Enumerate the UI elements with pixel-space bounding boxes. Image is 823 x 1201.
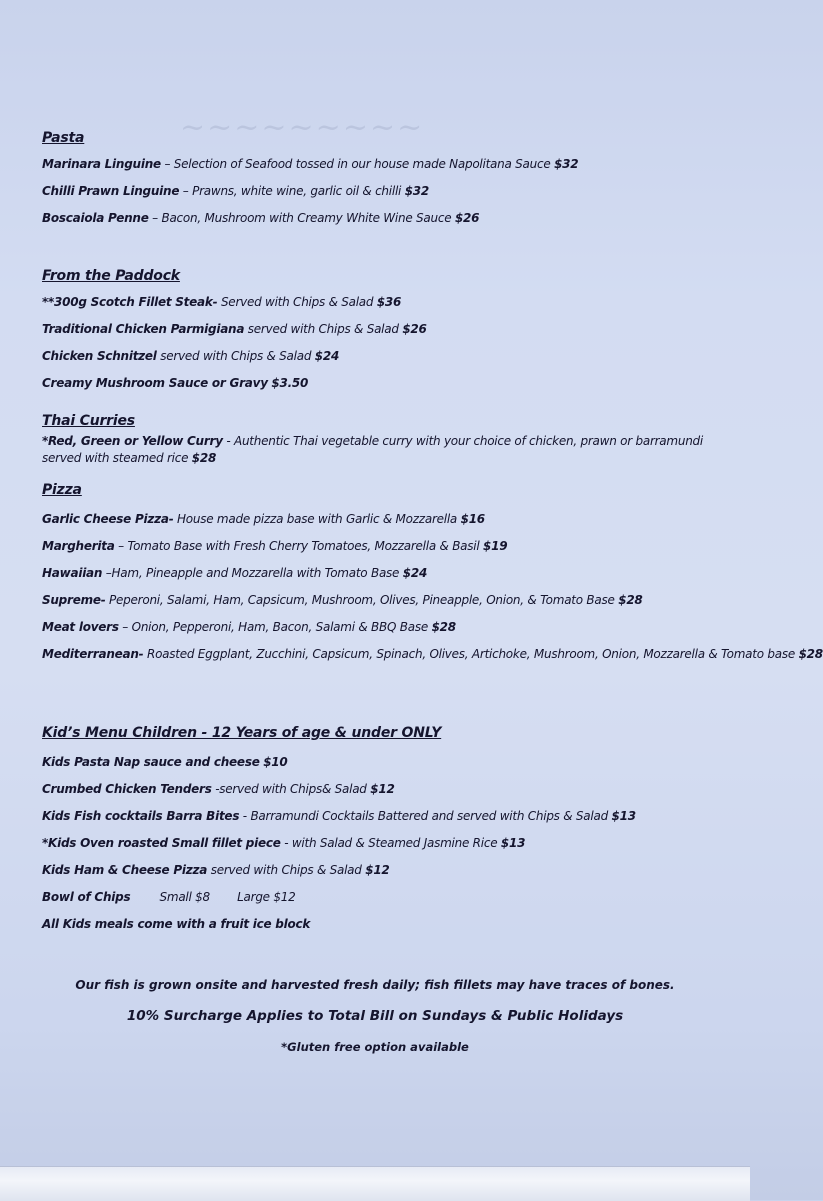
menu-item-description: -served with Chips& Salad	[215, 782, 371, 796]
menu-item-description: House made pizza base with Garlic & Mozzarella	[177, 512, 461, 526]
menu-item-name: Chilli Prawn Linguine	[42, 184, 180, 198]
menu-item-description: Bacon, Mushroom with Creamy White Wine Sauce	[161, 211, 455, 225]
menu-item-name: Marinara Linguine	[42, 157, 161, 171]
menu-item	[42, 861, 722, 879]
menu-item-separator: –	[148, 211, 162, 225]
section-pasta	[42, 130, 722, 236]
menu-item-separator: -	[239, 809, 251, 823]
menu-item-separator: -	[280, 836, 292, 850]
menu-item-name: **300g Scotch Fillet Steak-	[42, 295, 218, 309]
menu-item-separator: –	[114, 539, 128, 553]
section-heading-paddock: From the Paddock	[42, 268, 180, 284]
menu-item-separator: -	[222, 434, 234, 448]
menu-item-name: Mediterranean-	[42, 647, 144, 661]
menu-item	[42, 807, 722, 825]
section-paddock	[42, 268, 722, 401]
bleed-through-texture: ~~~~~~~~~	[180, 110, 425, 145]
section-heading-kids: Kid’s Menu Children - 12 Years of age & under ONLY	[42, 725, 442, 741]
menu-item-name: Creamy Mushroom Sauce or Gravy	[42, 376, 268, 390]
menu-list-pasta	[42, 155, 722, 227]
menu-item-description: Tomato Base with Fresh Cherry Tomatoes, Mozzarella & Basil	[127, 539, 484, 553]
menu-item-price: $32	[404, 184, 430, 198]
menu-item-price: $28	[798, 647, 823, 661]
menu-item-separator: –	[179, 184, 193, 198]
menu-item-description: Ham, Pineapple and Mozzarella with Tomato Base	[111, 566, 403, 580]
menu-item	[42, 753, 722, 771]
menu-item-price: $24	[402, 566, 428, 580]
menu-item-price: $19	[483, 539, 508, 553]
menu-list-pizza	[42, 510, 823, 663]
fish-note: Our fish is grown onsite and harvested fresh daily; fish fillets may have traces of bones.	[75, 978, 675, 992]
menu-item-description: with Salad & Steamed Jasmine Rice	[291, 836, 501, 850]
menu-item-price: $36	[376, 295, 402, 309]
chips-large: Large $12	[237, 890, 296, 904]
menu-item-separator: –	[102, 566, 112, 580]
menu-item-description: Onion, Pepperoni, Ham, Bacon, Salami & BBQ Base	[131, 620, 432, 634]
menu-item-price: $32	[554, 157, 579, 171]
menu-item-price: $28	[191, 451, 217, 465]
menu-item	[42, 780, 722, 798]
menu-item-name: Supreme-	[42, 593, 106, 607]
menu-item-name: Boscaiola Penne	[42, 211, 149, 225]
chips-name: Bowl of Chips	[42, 890, 131, 904]
menu-item	[42, 510, 722, 528]
kids-note: All Kids meals come with a fruit ice block	[42, 917, 311, 931]
menu-item-price: $12	[370, 782, 395, 796]
menu-item-price: $16	[460, 512, 485, 526]
section-heading-thai: Thai Curries	[42, 413, 135, 429]
menu-item-name: Chicken Schnitzel	[42, 349, 157, 363]
menu-item	[42, 591, 722, 609]
menu-item	[42, 209, 722, 227]
menu-item	[42, 182, 722, 200]
menu-item-name: Kids Ham & Cheese Pizza	[42, 863, 208, 877]
menu-item-name: Meat lovers	[42, 620, 119, 634]
menu-list-paddock	[42, 293, 722, 392]
menu-item	[42, 347, 722, 365]
menu-item-price: $10	[263, 755, 288, 769]
menu-item-price: $26	[454, 211, 480, 225]
menu-item	[42, 433, 722, 467]
gluten-note: *Gluten free option available	[281, 1040, 469, 1054]
menu-item-price: $13	[611, 809, 636, 823]
menu-item-description: Prawns, white wine, garlic oil & chilli	[192, 184, 405, 198]
menu-item-price: $26	[402, 322, 427, 336]
menu-list-thai	[42, 433, 722, 467]
menu-item	[42, 834, 722, 852]
menu-item	[42, 645, 823, 663]
menu-item-price: $24	[314, 349, 340, 363]
menu-list-kids	[42, 753, 722, 879]
section-kids-menu	[42, 725, 722, 942]
menu-item-name: *Kids Oven roasted Small fillet piece	[42, 836, 281, 850]
menu-item	[42, 564, 722, 582]
menu-item-description: Served with Chips & Salad	[220, 295, 377, 309]
menu-item	[42, 537, 722, 555]
menu-item-price: $3.50	[271, 376, 309, 390]
menu-item-description: Roasted Eggplant, Zucchini, Capsicum, Spinach, Olives, Artichoke, Mushroom, Onion, Mozzarella & Tomato base	[146, 647, 799, 661]
menu-item	[42, 618, 722, 636]
menu-item-description: served with Chips & Salad	[160, 349, 315, 363]
menu-item-name: Kids Fish cocktails Barra Bites	[42, 809, 240, 823]
menu-item-name: Crumbed Chicken Tenders	[42, 782, 212, 796]
menu-item-description: Authentic Thai vegetable curry with your choice of chicken, prawn or barramundi served with steamed rice	[42, 434, 704, 465]
menu-item-name: Kids Pasta Nap sauce and cheese	[42, 755, 260, 769]
menu-item-separator: –	[118, 620, 132, 634]
page-bottom-edge	[0, 1166, 750, 1201]
menu-item-name: *Red, Green or Yellow Curry	[42, 434, 223, 448]
menu-item-name: Garlic Cheese Pizza-	[42, 512, 174, 526]
section-thai-curries	[42, 413, 722, 471]
menu-item	[42, 374, 722, 392]
menu-item	[42, 155, 722, 173]
menu-item-name: Margherita	[42, 539, 115, 553]
bowl-of-chips-line	[42, 888, 722, 906]
menu-item	[42, 320, 722, 338]
section-pizza	[42, 482, 823, 672]
menu-item-description: served with Chips & Salad	[247, 322, 403, 336]
section-heading-pasta: Pasta	[42, 130, 85, 146]
menu-item-price: $13	[500, 836, 526, 850]
menu-item-price: $28	[431, 620, 456, 634]
menu-item-description: Peperoni, Salami, Ham, Capsicum, Mushroom, Olives, Pineapple, Onion, & Tomato Base	[109, 593, 619, 607]
menu-item-description: Barramundi Cocktails Battered and served with Chips & Salad	[250, 809, 612, 823]
menu-item-description: Selection of Seafood tossed in our house made Napolitana Sauce	[173, 157, 555, 171]
menu-item	[42, 293, 722, 311]
menu-item-name: Hawaiian	[42, 566, 103, 580]
chips-small: Small $8	[159, 890, 210, 904]
menu-item-price: $28	[618, 593, 643, 607]
menu-item-price: $12	[365, 863, 390, 877]
section-heading-pizza: Pizza	[42, 482, 82, 498]
surcharge-note: 10% Surcharge Applies to Total Bill on Sundays & Public Holidays	[126, 1008, 624, 1024]
menu-item-separator: –	[160, 157, 174, 171]
menu-item-name: Traditional Chicken Parmigiana	[42, 322, 245, 336]
menu-item-description: served with Chips & Salad	[210, 863, 366, 877]
